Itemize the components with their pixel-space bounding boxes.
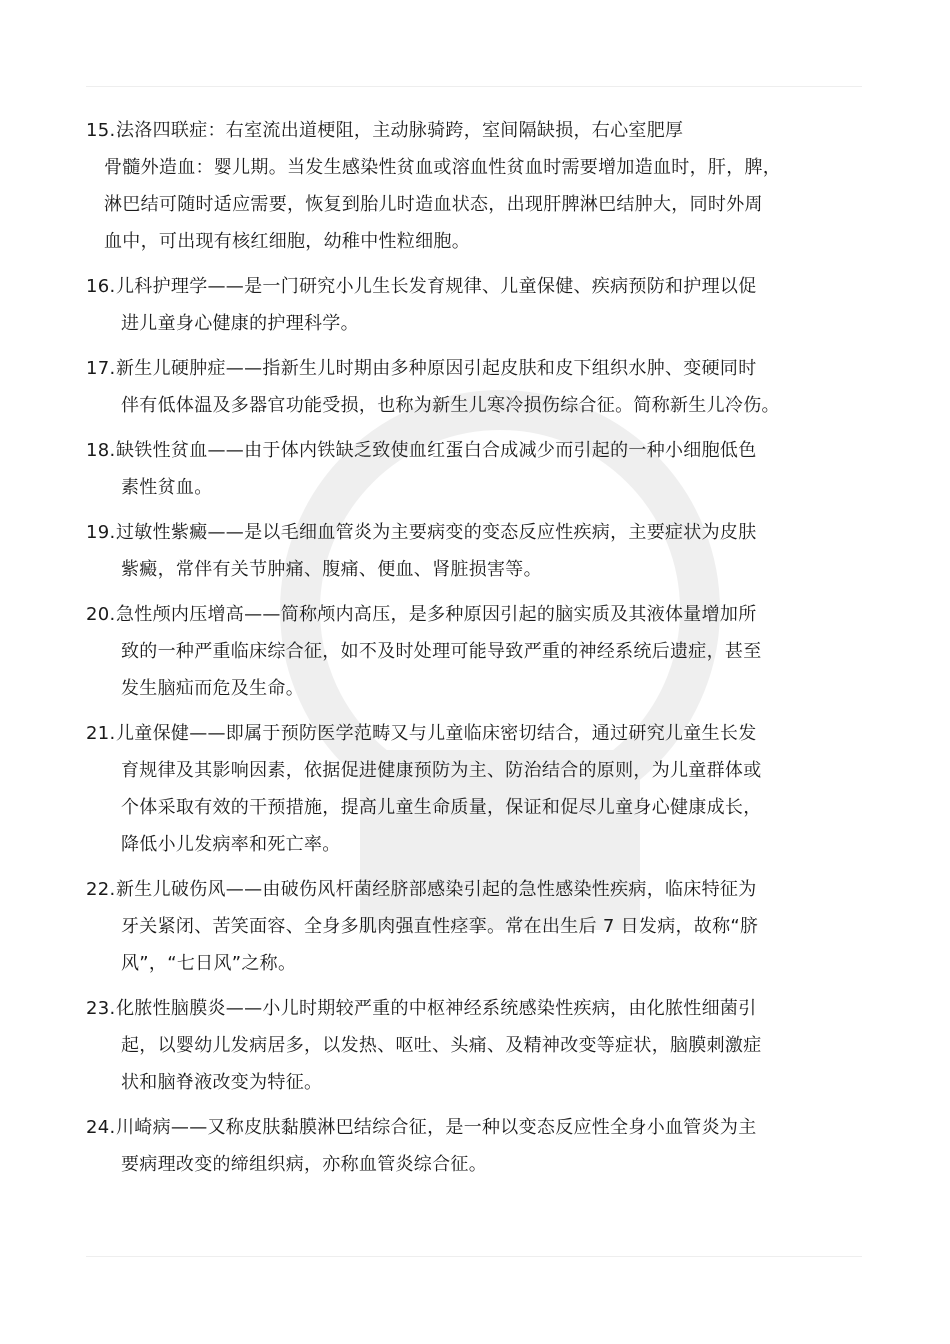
entry-21 <box>86 715 876 863</box>
entry-line: 起，以婴幼儿发病居多，以发热、呕吐、头痛、及精神改变等症状，脑膜刺激症 <box>121 1035 762 1056</box>
entry-line: 降低小儿发病率和死亡率。 <box>121 834 341 855</box>
entry-line: 过敏性紫癜——是以毛细血管炎为主要病变的变态反应性疾病，主要症状为皮肤 <box>116 522 757 543</box>
entry-number: 15. <box>86 120 116 141</box>
entry-number: 24. <box>86 1117 116 1138</box>
entry-line: 缺铁性贫血——由于体内铁缺乏致使血红蛋白合成减少而引起的一种小细胞低色 <box>116 440 757 461</box>
entry-number: 16. <box>86 276 116 297</box>
footer-divider <box>86 1256 862 1257</box>
entry-number: 21. <box>86 723 116 744</box>
entry-line: 儿科护理学——是一门研究小儿生长发育规律、儿童保健、疾病预防和护理以促 <box>116 276 757 297</box>
entry-line: 新生儿硬肿症——指新生儿时期由多种原因引起皮肤和皮下组织水肿、变硬同时 <box>116 358 757 379</box>
entry-15 <box>86 112 876 260</box>
entry-22 <box>86 871 876 982</box>
entry-line: 育规律及其影响因素，依据促进健康预防为主、防治结合的原则，为儿童群体或 <box>121 760 762 781</box>
entry-number: 17. <box>86 358 116 379</box>
entry-line: 化脓性脑膜炎——小儿时期较严重的中枢神经系统感染性疾病，由化脓性细菌引 <box>116 998 757 1019</box>
entry-line: 伴有低体温及多器官功能受损，也称为新生儿寒冷损伤综合征。简称新生儿冷伤。 <box>121 395 780 416</box>
header-divider <box>86 86 862 87</box>
entry-18 <box>86 432 876 506</box>
entry-number: 23. <box>86 998 116 1019</box>
entry-line: 紫癜，常伴有关节肿痛、腹痛、便血、肾脏损害等。 <box>121 559 542 580</box>
entry-line: 淋巴结可随时适应需要，恢复到胎儿时造血状态，出现肝脾淋巴结肿大，同时外周 <box>104 194 763 215</box>
entry-line: 川崎病——又称皮肤黏膜淋巴结综合征，是一种以变态反应性全身小血管炎为主 <box>116 1117 757 1138</box>
entry-number: 20. <box>86 604 116 625</box>
entry-number: 19. <box>86 522 116 543</box>
entry-24 <box>86 1109 876 1183</box>
entry-line: 新生儿破伤风——由破伤风杆菌经脐部感染引起的急性感染性疾病，临床特征为 <box>116 879 757 900</box>
entry-line: 进儿童身心健康的护理科学。 <box>121 313 359 334</box>
entry-20 <box>86 596 876 707</box>
entry-line: 状和脑脊液改变为特征。 <box>121 1072 323 1093</box>
entry-line: 要病理改变的缔组织病，亦称血管炎综合征。 <box>121 1154 487 1175</box>
entry-line: 风”，“七日风”之称。 <box>121 953 297 974</box>
entry-17 <box>86 350 876 424</box>
entry-16 <box>86 268 876 342</box>
entry-line: 儿童保健——即属于预防医学范畴又与儿童临床密切结合，通过研究儿童生长发 <box>116 723 757 744</box>
entry-number: 18. <box>86 440 116 461</box>
entry-line: 素性贫血。 <box>121 477 213 498</box>
entry-line: 牙关紧闭、苦笑面容、全身多肌肉强直性痉挛。常在出生后 7 日发病，故称“脐 <box>121 916 759 937</box>
entry-number: 22. <box>86 879 116 900</box>
entry-line: 致的一种严重临床综合征，如不及时处理可能导致严重的神经系统后遗症，甚至 <box>121 641 762 662</box>
entry-19 <box>86 514 876 588</box>
entry-line: 急性颅内压增高——简称颅内高压，是多种原因引起的脑实质及其液体量增加所 <box>116 604 757 625</box>
entry-line: 法洛四联症：右室流出道梗阻，主动脉骑跨，室间隔缺损，右心室肥厚 <box>116 120 684 141</box>
document-body <box>86 112 876 1191</box>
entry-line: 骨髓外造血：婴儿期。当发生感染性贫血或溶血性贫血时需要增加造血时，肝，脾， <box>104 157 782 178</box>
entry-line: 血中，可出现有核红细胞，幼稚中性粒细胞。 <box>104 231 470 252</box>
entry-line: 发生脑疝而危及生命。 <box>121 678 304 699</box>
entry-line: 个体采取有效的干预措施，提高儿童生命质量，保证和促尽儿童身心健康成长， <box>121 797 762 818</box>
entry-23 <box>86 990 876 1101</box>
